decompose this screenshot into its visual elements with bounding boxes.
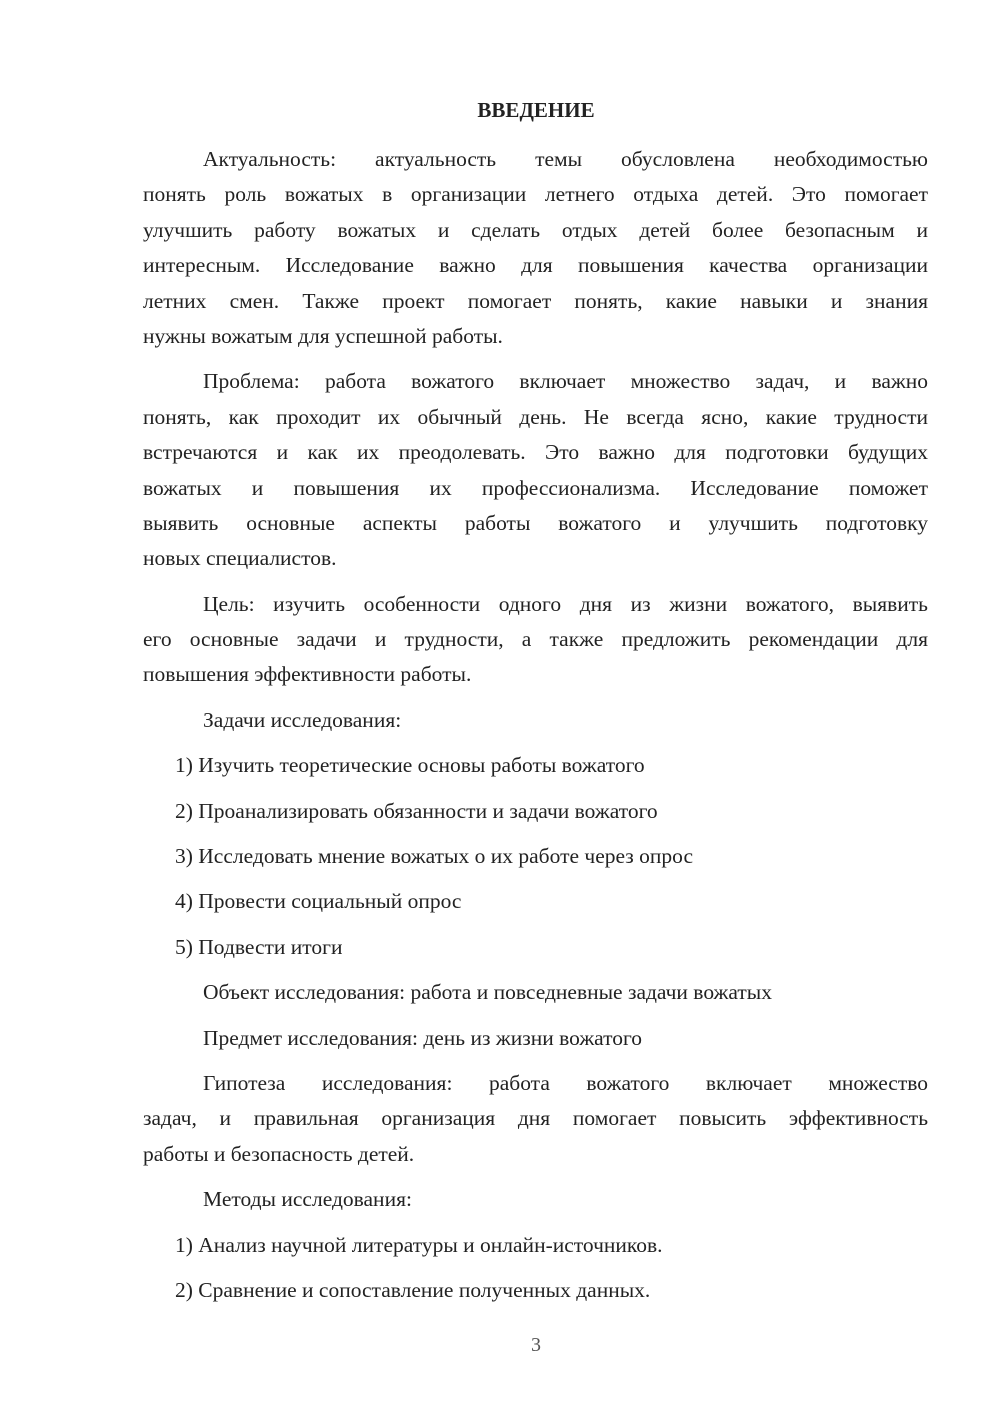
paragraph [143, 1021, 928, 1056]
document-body [143, 142, 928, 1308]
text-line: задач, и правильная организация дня помогает повысить эффективность [143, 1106, 928, 1131]
list-item [143, 839, 928, 874]
paragraph [143, 142, 928, 354]
text-line: нужны вожатым для успешной работы. [143, 323, 503, 348]
text-line: 3) Исследовать мнение вожатых о их работе через опрос [175, 844, 693, 869]
text-line: новых специалистов. [143, 546, 337, 571]
text-line: встречаются и как их преодолевать. Это важно для подготовки будущих [143, 440, 928, 465]
list-item [143, 1228, 928, 1263]
text-line: 5) Подвести итоги [175, 934, 343, 959]
text-line: понять, как проходит их обычный день. Не всегда ясно, какие трудности [143, 404, 928, 429]
paragraph [143, 364, 928, 576]
text-line: улучшить работу вожатых и сделать отдых детей более безопасным и [143, 217, 928, 242]
text-line: 2) Сравнение и сопоставление полученных данных. [175, 1277, 651, 1302]
text-line: Цель: изучить особенности одного дня из жизни вожатого, выявить [203, 591, 928, 616]
page-heading: ВВЕДЕНИЕ [477, 98, 595, 122]
text-line: понять роль вожатых в организации летнего отдыха детей. Это помогает [143, 182, 928, 207]
text-line: интересным. Исследование важно для повышения качества организации [143, 253, 928, 278]
text-line: 1) Анализ научной литературы и онлайн-источников. [175, 1232, 663, 1257]
paragraph [143, 587, 928, 693]
text-line: Задачи исследования: [203, 707, 402, 732]
text-line: летних смен. Также проект помогает понять, какие навыки и знания [143, 288, 928, 313]
list-item [143, 930, 928, 965]
text-line: 4) Провести социальный опрос [175, 889, 462, 914]
text-line: его основные задачи и трудности, а также предложить рекомендации для [143, 627, 928, 652]
text-line: работы и безопасность детей. [143, 1141, 415, 1166]
text-line: Актуальность: актуальность темы обусловлена необходимостью [203, 147, 928, 171]
paragraph [143, 1066, 928, 1172]
text-line: вожатых и повышения их профессионализма. Исследование поможет [143, 475, 928, 500]
text-line: Предмет исследования: день из жизни вожатого [203, 1025, 643, 1050]
text-line: повышения эффективности работы. [143, 662, 472, 687]
paragraph [143, 703, 928, 738]
text-line: Методы исследования: [203, 1187, 412, 1212]
list-item [143, 1273, 928, 1308]
paragraph [143, 1182, 928, 1217]
list-item [143, 884, 928, 919]
text-line: Гипотеза исследования: работа вожатого включает множество [203, 1070, 928, 1095]
list-item [143, 748, 928, 783]
paragraph [143, 975, 928, 1010]
text-line: Проблема: работа вожатого включает множество задач, и важно [203, 369, 928, 394]
text-line: выявить основные аспекты работы вожатого и улучшить подготовку [143, 510, 928, 535]
list-item [143, 794, 928, 829]
text-line: 2) Проанализировать обязанности и задачи вожатого [175, 798, 658, 823]
text-line: 1) Изучить теоретические основы работы вожатого [175, 753, 645, 778]
text-line: Объект исследования: работа и повседневные задачи вожатых [203, 980, 772, 1005]
page-number: 3 [531, 1334, 541, 1356]
